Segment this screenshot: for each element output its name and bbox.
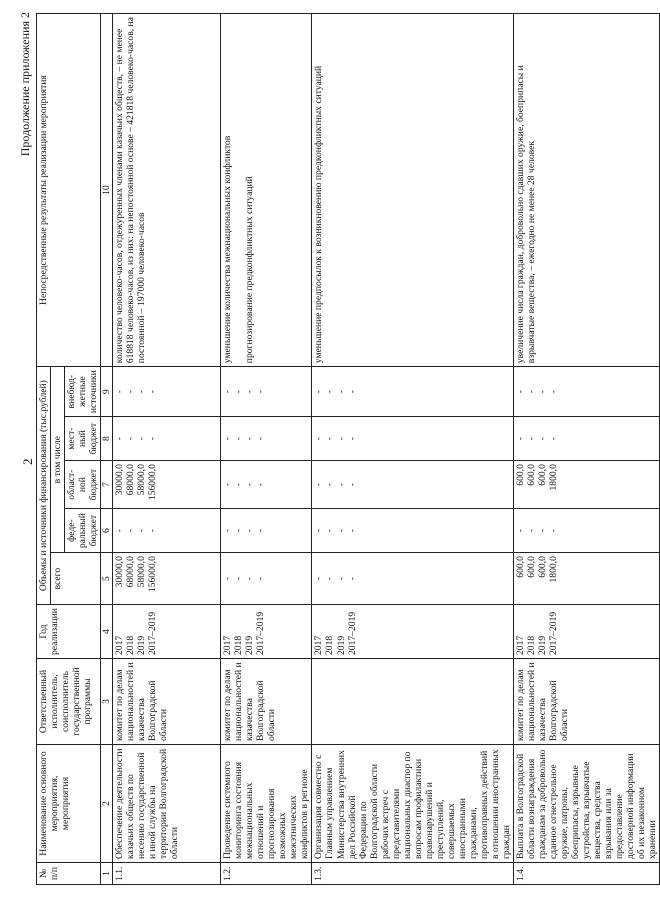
row-local: - - - - bbox=[113, 417, 221, 461]
row-result: уменьшение предпосылок к возникновению предконфликтных ситуаций bbox=[312, 14, 514, 367]
row-years: 2017 2018 2019 2017–2019 bbox=[221, 605, 312, 659]
table-row bbox=[312, 14, 514, 885]
row-number: 1.3. bbox=[312, 863, 514, 885]
row-name: Обеспечение деятельности казачьих обществ по несению государственной и иной службы на территории Волгоградской области bbox=[113, 745, 221, 863]
row-number: 1.4. bbox=[514, 863, 660, 885]
table-row bbox=[221, 14, 312, 885]
col-number: 5 bbox=[101, 553, 113, 605]
row-local: - - - - bbox=[312, 417, 514, 461]
col-year-header: Год реализации bbox=[37, 605, 101, 659]
row-total: 30000,0 68000,0 58000,0 156000,0 bbox=[113, 553, 221, 605]
table-row bbox=[113, 14, 221, 885]
table-row bbox=[514, 14, 660, 885]
row-regional: - - - - bbox=[312, 461, 514, 509]
row-name: Организация совместно с Главным управлением Министерства внутренних дел Российской Федерации по Волгоградской области рабочих встреч с представителями национальных диаспор по вопросам профилактики правонарушений и преступлений, совершаемых иностранными гражданами, противоправных действий в отношении иностранных граждан bbox=[312, 745, 514, 863]
row-offbudget: - - - - bbox=[113, 367, 221, 417]
row-result: уменьшение количества межнациональных конфликтов прогнозирование предконфликтных ситуаций bbox=[221, 14, 312, 367]
row-regional: 30000,0 68000,0 58000,0 156000,0 bbox=[113, 461, 221, 509]
col-number: 2 bbox=[101, 745, 113, 863]
col-number: 3 bbox=[101, 659, 113, 745]
col-responsible-header: Ответственный исполнитель, соисполнитель государственной программы bbox=[37, 659, 101, 745]
row-result: увеличение числа граждан, добровольно сдавших оружие, боеприпасы и взрывчатые вещества, – ежегодно не менее 28 человек bbox=[514, 14, 660, 367]
col-number: 1 bbox=[101, 863, 113, 885]
col-number: 8 bbox=[101, 417, 113, 461]
row-responsible bbox=[312, 659, 514, 745]
row-number: 1.2. bbox=[221, 863, 312, 885]
col-number: 10 bbox=[101, 14, 113, 367]
col-num-header: № п/п bbox=[37, 863, 101, 885]
col-offbudget-header: внебюд-жетные источники bbox=[65, 367, 101, 417]
row-offbudget: - - - - bbox=[312, 367, 514, 417]
row-result: количество человеко-часов, отдежуренных членами казачьих обществ, – не менее 618818 человеко-часов, из них: на непостоянной основе – 421818 человеко-часов, на постоянной – 197000 человеко-часов bbox=[113, 14, 221, 367]
row-name: Выплата в Волгоградской области вознаграждения гражданам за добровольно сданное огнестрельное оружие, патроны, боеприпасы, взрывные устройства, взрывчатые вещества, средства взрывания или за предоставление достоверной информации об их незаконном хранении bbox=[514, 745, 660, 863]
col-name-header: Наименование основного мероприятия, мероприятия bbox=[37, 745, 101, 863]
col-including-header: в том числе bbox=[51, 367, 65, 553]
col-number: 7 bbox=[101, 461, 113, 509]
col-local-header: мест-ный бюджет bbox=[65, 417, 101, 461]
row-offbudget: - - - - bbox=[221, 367, 312, 417]
row-offbudget: - - - - bbox=[514, 367, 660, 417]
col-result-header: Непосредственные результаты реализации мероприятия bbox=[37, 14, 101, 367]
row-number: 1.1. bbox=[113, 863, 221, 885]
row-total: - - - - bbox=[312, 553, 514, 605]
row-local: - - - - bbox=[514, 417, 660, 461]
col-number: 4 bbox=[101, 605, 113, 659]
page-number: 2 bbox=[20, 458, 35, 465]
row-responsible: комитет по делам национальностей и казачества Волгоградской области bbox=[221, 659, 312, 745]
row-federal: - - - - bbox=[221, 509, 312, 553]
col-number: 9 bbox=[101, 367, 113, 417]
program-table bbox=[36, 13, 660, 885]
row-total: - - - - bbox=[221, 553, 312, 605]
row-total: 600,0 600,0 600,0 1800,0 bbox=[514, 553, 660, 605]
col-number: 6 bbox=[101, 509, 113, 553]
row-responsible: комитет по делам национальностей и казачества Волгоградской области bbox=[514, 659, 660, 745]
col-regional-header: област-ной бюджет bbox=[65, 461, 101, 509]
col-total-header: всего bbox=[51, 553, 101, 605]
appendix-heading: Продолжение приложения 2 bbox=[18, 12, 32, 157]
row-years: 2017 2018 2019 2017–2019 bbox=[312, 605, 514, 659]
row-name: Проведение системного мониторинга состояния межнациональных отношений и прогнозирования возможных межэтнических конфликтов в регионе bbox=[221, 745, 312, 863]
row-regional: 600,0 600,0 600,0 1800,0 bbox=[514, 461, 660, 509]
row-local: - - - - bbox=[221, 417, 312, 461]
col-federal-header: феде-ральный бюджет bbox=[65, 509, 101, 553]
row-years: 2017 2018 2019 2017–2019 bbox=[514, 605, 660, 659]
row-federal: - - - - bbox=[113, 509, 221, 553]
row-responsible: комитет по делам национальностей и казачества Волгоградской области bbox=[113, 659, 221, 745]
row-regional: - - - - bbox=[221, 461, 312, 509]
col-funding-header: Объемы и источники финансирования (тыс.рублей) bbox=[37, 367, 51, 605]
row-federal: - - - - bbox=[312, 509, 514, 553]
row-federal: - - - - bbox=[514, 509, 660, 553]
row-years: 2017 2018 2019 2017–2019 bbox=[113, 605, 221, 659]
